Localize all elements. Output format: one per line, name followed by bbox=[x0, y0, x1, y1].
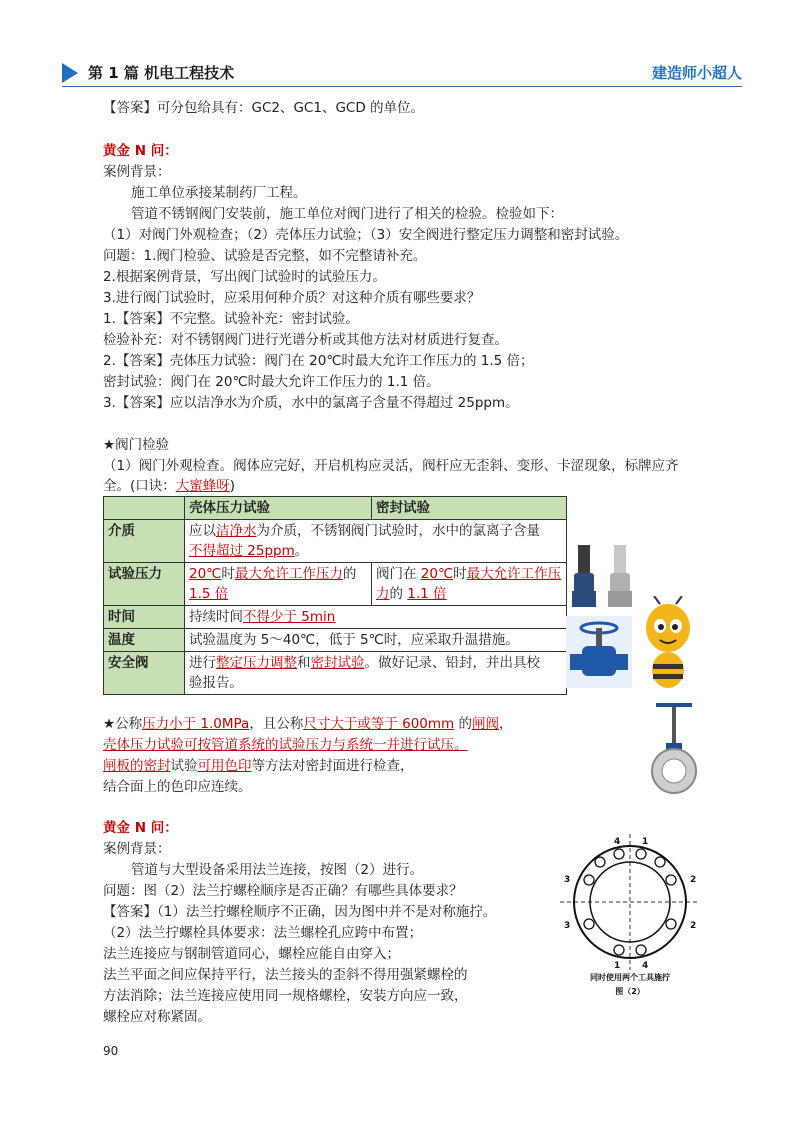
bolt-number: 1 bbox=[642, 837, 649, 847]
answer: 法兰平面之间应保持平行，法兰接头的歪斜不得用强紧螺栓的 bbox=[103, 967, 468, 983]
table-cell: 应以洁净水为介质，不锈钢阀门试验时，水中的氯离子含量 不得超过 25ppm。 bbox=[185, 520, 567, 563]
answer: 法兰连接应与钢制管道同心，螺栓应能自由穿入； bbox=[103, 946, 400, 962]
answer: 方法消除；法兰连接应使用同一规格螺栓，安装方向应一致， bbox=[103, 988, 468, 1004]
paragraph: 管道与大型设备采用法兰连接，按图（2）进行。 bbox=[131, 862, 424, 878]
gate-valve-image bbox=[566, 616, 632, 688]
paragraph: （1）对阀门外观检查；（2）壳体压力试验；（3）安全阀进行整定压力调整和密封试验。 bbox=[103, 227, 629, 243]
bolt-number: 3 bbox=[564, 875, 571, 885]
row-label: 介质 bbox=[104, 520, 185, 563]
answer: （2）法兰拧螺栓具体要求：法兰螺栓孔应跨中布置； bbox=[103, 925, 423, 941]
star-heading: ★阀门检验 bbox=[103, 437, 170, 453]
valve-test-table bbox=[103, 496, 567, 695]
paragraph: 施工单位承接某制药厂工程。 bbox=[131, 185, 307, 201]
section-heading: 黄金 N 问： bbox=[103, 820, 178, 836]
paragraph: （1）阀门外观检查。阀体应完好，开启机构应灵活，阀杆应无歪斜、变形、卡涩现象，标牌应齐 bbox=[103, 458, 679, 474]
bolt-number: 1 bbox=[614, 961, 621, 971]
table-cell: 进行整定压力调整和密封试验。做好记录、铅封，并出具校 验报告。 bbox=[185, 652, 567, 695]
page-header bbox=[62, 60, 742, 88]
star-paragraph: 结合面上的色印应连续。 bbox=[103, 779, 252, 795]
brand-name: 建造师小超人 bbox=[651, 64, 742, 82]
answer: 螺栓应对称紧固。 bbox=[103, 1009, 211, 1025]
header-triangle-icon bbox=[62, 63, 78, 83]
question: 2.根据案例背景，写出阀门试验时的试验压力。 bbox=[103, 269, 386, 285]
paragraph: 管道不锈钢阀门安装前，施工单位对阀门进行了相关的检验。检验如下： bbox=[131, 206, 563, 222]
bolt-number: 3 bbox=[564, 921, 571, 931]
knife-gate-valve-image bbox=[650, 703, 698, 795]
answer: 2.【答案】壳体压力试验：阀门在 20℃时最大允许工作压力的 1.5 倍； bbox=[103, 353, 534, 369]
chapter-title: 第 1 篇 机电工程技术 bbox=[88, 64, 235, 82]
safety-valve-image bbox=[604, 545, 636, 611]
answer: 密封试验：阀门在 20℃时最大允许工作压力的 1.1 倍。 bbox=[103, 374, 440, 390]
paragraph: 全。(口诀：大蜜蜂呀) bbox=[103, 478, 236, 494]
figure-label: 图（2） bbox=[615, 987, 645, 996]
answer: 【答案】（1）法兰拧螺栓顺序不正确，因为图中并不是对称施拧。 bbox=[103, 904, 497, 920]
table-cell: 持续时间不得少于 5min bbox=[185, 606, 567, 629]
table-cell: 试验温度为 5～40℃，低于 5℃时，应采取升温措施。 bbox=[185, 629, 567, 652]
bolt-number: 2 bbox=[690, 875, 697, 885]
header-rule bbox=[62, 86, 742, 87]
row-label: 安全阀 bbox=[104, 652, 185, 695]
figure-caption: 同时使用两个工具施拧 bbox=[590, 973, 670, 982]
bee-mascot-image bbox=[640, 596, 696, 690]
table-row bbox=[104, 629, 567, 652]
star-paragraph: 壳体压力试验可按管道系统的试验压力与系统一并进行试压。 bbox=[103, 737, 468, 753]
bolt-number: 2 bbox=[690, 921, 697, 931]
question: 3.进行阀门试验时，应采用何种介质？对这种介质有哪些要求？ bbox=[103, 290, 481, 306]
bolt-number: 4 bbox=[642, 961, 649, 971]
table-row bbox=[104, 520, 567, 563]
col-header: 密封试验 bbox=[372, 497, 567, 520]
table-row bbox=[104, 563, 567, 606]
safety-valve-image bbox=[568, 545, 600, 611]
answer: 检验补充：对不锈钢阀门进行光谱分析或其他方法对材质进行复查。 bbox=[103, 332, 508, 348]
flange-bolt-diagram bbox=[556, 832, 704, 1000]
col-header: 壳体压力试验 bbox=[185, 497, 372, 520]
section-heading: 黄金 N 问： bbox=[103, 143, 178, 159]
bolt-number: 4 bbox=[614, 837, 621, 847]
table-cell: 20℃时最大允许工作压力的 1.5 倍 bbox=[185, 563, 372, 606]
table-cell: 阀门在 20℃时最大允许工作压 力的 1.1 倍 bbox=[372, 563, 567, 606]
page-number: 90 bbox=[103, 1044, 119, 1058]
answer-line: 【答案】可分包给具有：GC2、GC1、GCD 的单位。 bbox=[103, 100, 425, 116]
answer: 3.【答案】应以洁净水为介质，水中的氯离子含量不得超过 25ppm。 bbox=[103, 395, 519, 411]
question: 问题：图（2）法兰拧螺栓顺序是否正确？有哪些具体要求？ bbox=[103, 883, 463, 899]
row-label: 试验压力 bbox=[104, 563, 185, 606]
star-paragraph: 闸板的密封试验可用色印等方法对密封面进行检查， bbox=[103, 758, 414, 774]
question: 问题：1.阀门检验、试验是否完整，如不完整请补充。 bbox=[103, 248, 427, 264]
case-bg-label: 案例背景： bbox=[103, 841, 171, 857]
row-label: 时间 bbox=[104, 606, 185, 629]
row-label: 温度 bbox=[104, 629, 185, 652]
table-row bbox=[104, 652, 567, 695]
answer: 1.【答案】不完整。试验补充：密封试验。 bbox=[103, 311, 359, 327]
star-paragraph: ★公称压力小于 1.0MPa，且公称尺寸大于或等于 600mm 的闸阀， bbox=[103, 716, 513, 732]
table-row bbox=[104, 606, 567, 629]
case-bg-label: 案例背景： bbox=[103, 164, 171, 180]
